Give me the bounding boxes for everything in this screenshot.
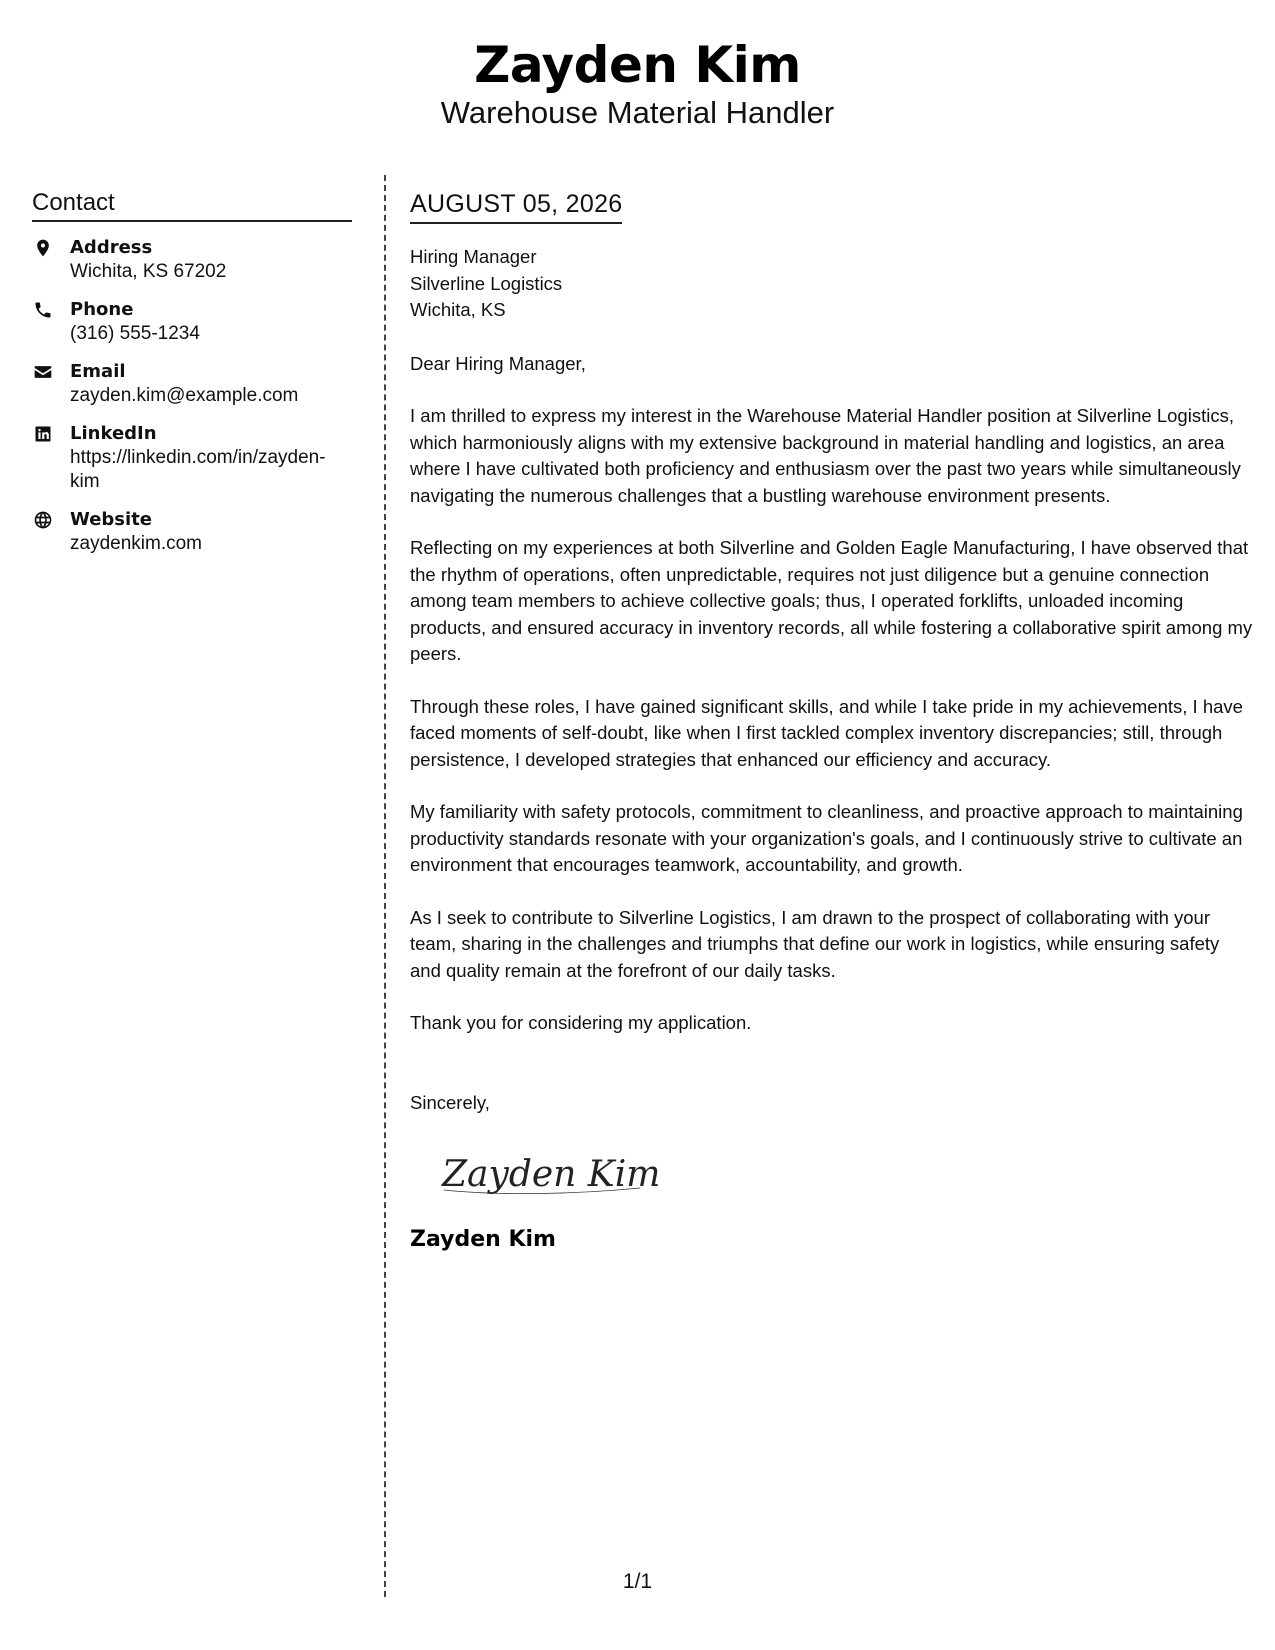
applicant-name: Zayden Kim xyxy=(474,36,801,94)
signature-text: Zayden Kim xyxy=(442,1154,661,1195)
contact-item-address xyxy=(32,236,352,284)
closing-phrase: Sincerely, xyxy=(410,1091,490,1113)
contact-label: Website xyxy=(70,509,153,530)
contact-heading: Contact xyxy=(32,188,352,222)
contact-list xyxy=(32,236,352,556)
body-paragraph: As I seek to contribute to Silverline Logistics, I am drawn to the prospect of collaborating with your team, sharing in the challenges and triumphs that define our work in logistics, while ensuring safety and quality remain at the forefront of our daily tasks. xyxy=(410,906,1220,981)
signer-name: Zayden Kim xyxy=(410,1227,556,1252)
letter-body xyxy=(410,188,1255,1254)
map-pin-icon xyxy=(32,237,54,259)
address-value: Wichita, KS 67202 xyxy=(70,261,227,282)
contact-sidebar xyxy=(32,188,352,570)
column-divider xyxy=(384,175,386,1597)
linkedin-icon xyxy=(32,423,54,445)
body-paragraph: I am thrilled to express my interest in the Warehouse Material Handler position at Silverline Logistics, which harmoniously aligns with my extensive background in material handling and logistics, an area where I have cultivated both proficiency and enthusiasm over the past two years while simultaneously navigating the numerous challenges that a bustling warehouse environment presents. xyxy=(410,405,1241,506)
contact-item-phone xyxy=(32,298,352,346)
contact-label: Email xyxy=(70,361,126,382)
contact-label: Address xyxy=(70,237,153,258)
body-paragraph: Thank you for considering my application. xyxy=(410,1012,752,1033)
body-paragraph: My familiarity with safety protocols, commitment to cleanliness, and proactive approach to maintaining productivity standards resonate with your organization's goals, and I continuously strive to cultivate an environment that encourages teamwork, accountability, and growth. xyxy=(410,801,1243,875)
body-paragraph: Through these roles, I have gained significant skills, and while I take pride in my achievements, I have faced moments of self-doubt, like when I first tackled complex inventory discrepancies; still, through persistence, I developed strategies that enhanced our efficiency and accuracy. xyxy=(410,695,1243,770)
envelope-icon xyxy=(32,361,54,383)
globe-icon xyxy=(32,509,54,531)
linkedin-value[interactable]: https://linkedin.com/in/zayden-kim xyxy=(70,447,326,492)
recipient-location: Wichita, KS xyxy=(410,299,506,320)
recipient-company: Silverline Logistics xyxy=(410,272,563,294)
phone-value: (316) 555-1234 xyxy=(70,323,200,344)
contact-item-linkedin xyxy=(32,422,352,494)
phone-icon xyxy=(32,299,54,321)
body-paragraph: Reflecting on my experiences at both Silverline and Golden Eagle Manufacturing, I have observed that the rhythm of operations, often unpredictable, requires not just diligence but a genuine connection among team members to achieve collective goals; thus, I operated forklifts, unloaded incoming products, and ensured accuracy in inventory records, all while fostering a collaborative spirit among my peers. xyxy=(410,537,1253,664)
contact-item-email xyxy=(32,360,352,408)
contact-label: LinkedIn xyxy=(70,423,157,444)
email-value[interactable]: zayden.kim@example.com xyxy=(70,385,299,406)
handwritten-signature xyxy=(440,1144,1255,1206)
signature-graphic xyxy=(440,1144,670,1206)
contact-item-website xyxy=(32,508,352,556)
letter-header xyxy=(0,34,1275,132)
recipient-title: Hiring Manager xyxy=(410,246,537,267)
salutation: Dear Hiring Manager, xyxy=(410,352,586,374)
letter-date: AUGUST 05, 2026 xyxy=(410,188,622,224)
page-number: 1/1 xyxy=(622,1570,653,1593)
recipient-block xyxy=(410,244,1255,324)
applicant-job-title: Warehouse Material Handler xyxy=(440,95,835,130)
website-value[interactable]: zaydenkim.com xyxy=(70,533,202,554)
contact-label: Phone xyxy=(70,299,134,320)
